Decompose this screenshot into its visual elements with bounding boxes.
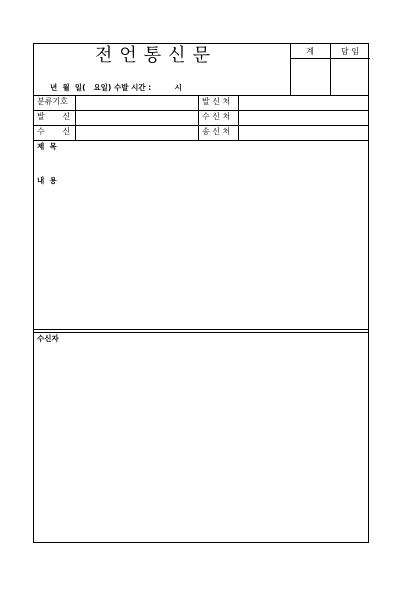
message-form <box>33 43 369 543</box>
content-bottom-line-1 <box>34 329 368 330</box>
label-transmitting-office: 송 신 처 <box>202 127 231 136</box>
approval-label-damim: 담 임 <box>341 47 359 56</box>
content-bottom-line-2 <box>34 332 368 333</box>
label-receiving-office: 수 신 처 <box>202 112 231 121</box>
header-bottom-line <box>34 95 368 96</box>
label-sending-office: 발 신 처 <box>202 97 231 106</box>
label-content: 내 용 <box>37 176 57 185</box>
label-sender: 발 신 <box>37 112 71 121</box>
label-classification: 분류기호 <box>37 97 68 106</box>
approval-header-line <box>290 58 370 59</box>
rows-bottom-line <box>34 140 368 141</box>
label-receiver: 수 신 <box>37 127 71 136</box>
row-line-1 <box>34 110 368 111</box>
form-title: 전언통신문 <box>95 45 217 66</box>
rows-divider-2 <box>198 95 199 140</box>
rows-divider-1 <box>75 95 76 140</box>
rows-divider-3 <box>238 95 239 140</box>
row-line-2 <box>34 125 368 126</box>
approval-label-gye: 계 <box>306 47 314 56</box>
date-time-line: 년 월 일( 요일) 수발 시간 : 시 <box>50 83 182 92</box>
label-recipient: 수신자 <box>37 334 59 343</box>
label-subject: 제 목 <box>37 142 57 151</box>
